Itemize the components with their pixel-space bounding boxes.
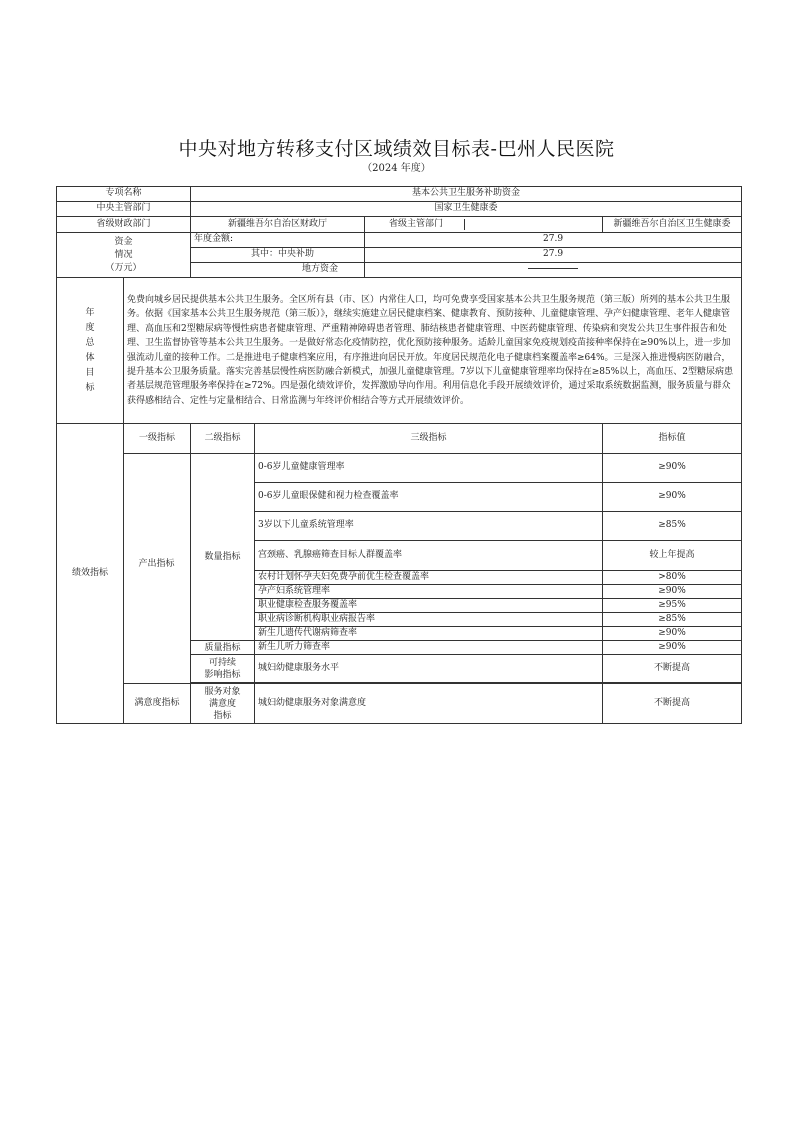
indicator-value: ≥95% — [603, 599, 742, 613]
indicator-row: 农村计划怀孕夫妇免费孕前优生检查覆盖率 — [255, 571, 603, 585]
header-value: 指标值 — [603, 424, 742, 454]
funds-central-value: 27.9 — [365, 248, 742, 263]
prov-finance-value: 新疆维吾尔自治区财政厅 — [191, 217, 365, 233]
funds-label: 资金 情况 （万元） — [57, 233, 191, 278]
header-level1: 一级指标 — [124, 424, 191, 454]
header-level3: 三级指标 — [255, 424, 603, 454]
performance-section-label: 绩效指标 — [57, 424, 124, 724]
blank-line — [528, 268, 578, 269]
indicator-row: 孕产妇系统管理率 — [255, 585, 603, 599]
indicator-value: ≥85% — [603, 613, 742, 627]
indicator-value: >80% — [603, 571, 742, 585]
quantity-indicator-label: 数量指标 — [191, 454, 255, 641]
indicator-value: ≥90% — [603, 585, 742, 599]
prov-dept-value: 新疆维吾尔自治区卫生健康委 — [603, 217, 742, 233]
funds-local-value — [365, 263, 742, 278]
header-level2: 二级指标 — [191, 424, 255, 454]
central-dept-value: 国家卫生健康委 — [191, 202, 742, 217]
central-dept-label: 中央主管部门 — [57, 202, 191, 217]
indicator-row: 新生儿遗传代谢病筛查率 — [255, 627, 603, 641]
indicator-value: ≥85% — [603, 512, 742, 541]
funds-central-label: 其中：中央补助 — [191, 248, 365, 263]
funds-total-value: 27.9 — [365, 233, 742, 248]
indicator-value: 较上年提高 — [603, 541, 742, 571]
indicator-value: ≥90% — [603, 641, 742, 655]
indicator-row: 职业病诊断机构职业病报告率 — [255, 613, 603, 627]
project-name-value: 基本公共卫生服务补助资金 — [191, 187, 742, 202]
annual-goal-text: 免费向城乡居民提供基本公共卫生服务。全区所有县（市、区）内常住人口，均可免费享受国家基本公共卫生服务规范（第三版）所列的基本公共卫生服务。依据《国家基本公共卫生服务规范（第三版）》，继续实施建立居民健康档案、健康教育、预防接种、儿童健康管理、孕产妇健康管理、老年人健康管理、高血压和2型糖尿病等慢性病患者健康管理、严重精神障碍患者管理、肺结核患者健康管理、中医药健康管理、传染病和突发公共卫生事件报告和处理、卫生监督协管等基本公共卫生服务。一是做好常态化疫情防控，优化预防接种服务。适龄儿童国家免疫规划疫苗接种率保持在≥90%以上，进一步加强流动儿童的接种工作。二是推进电子健康档案应用，有序推进向居民开放。年度居民规范化电子健康档案覆盖率≥64%。三是深入推进慢病医防融合，提升基本公卫服务质量。落实完善基层慢性病医防融合新模式，加强儿童健康管理。7岁以下儿童健康管理率均保持在≥85%以上，高血压、2型糖尿病患者基层规范管理服务率保持在≥72%。四是强化绩效评价，发挥激励导向作用。利用信息化手段开展绩效评价，通过采取系统数据监测，服务质量与群众获得感相结合、定性与定量相结合、日常监测与年终评价相结合等方式开展绩效评价。 — [124, 278, 742, 424]
indicator-row: 职业健康检查服务覆盖率 — [255, 599, 603, 613]
quality-indicator-label: 质量指标 — [191, 641, 255, 655]
indicator-row: 城妇幼健康服务对象满意度 — [255, 684, 603, 724]
satisfaction-indicator-label: 满意度指标 — [124, 684, 191, 724]
output-indicator-text: 产出指标 — [138, 559, 175, 569]
funds-local-label: 地方资金 — [191, 263, 365, 278]
indicator-row: 0-6岁儿童健康管理率 — [255, 454, 603, 483]
page-subtitle: （2024 年度） — [362, 163, 431, 174]
sustain-indicator-label: 可持续 影响指标 — [191, 655, 255, 683]
project-name-label: 专项名称 — [57, 187, 191, 202]
indicator-row: 城妇幼健康服务水平 — [255, 655, 603, 683]
indicator-value: 不断提高 — [603, 655, 742, 683]
indicator-row: 3岁以下儿童系统管理率 — [255, 512, 603, 541]
page-title: 中央对地方转移支付区域绩效目标表-巴州人民医院 — [178, 138, 615, 160]
indicator-value: 不断提高 — [603, 684, 742, 724]
indicator-row: 新生儿听力筛查率 — [255, 641, 603, 655]
indicator-value: ≥90% — [603, 627, 742, 641]
indicator-value: ≥90% — [603, 454, 742, 483]
indicator-row: 宫颈癌、乳腺癌筛查目标人群覆盖率 — [255, 541, 603, 571]
indicator-row: 0-6岁儿童眼保健和视力检查覆盖率 — [255, 483, 603, 512]
prov-finance-label: 省级财政部门 — [57, 217, 191, 233]
indicator-value: ≥90% — [603, 483, 742, 512]
prov-dept-label: 省级主管部门 — [368, 219, 465, 230]
service-satisfaction-label: 服务对象 满意度 指标 — [191, 684, 255, 724]
funds-total-label: 年度金额: — [191, 233, 365, 248]
annual-goal-label: 年 度 总 体 目 标 — [57, 278, 124, 424]
performance-target-table — [56, 186, 742, 724]
